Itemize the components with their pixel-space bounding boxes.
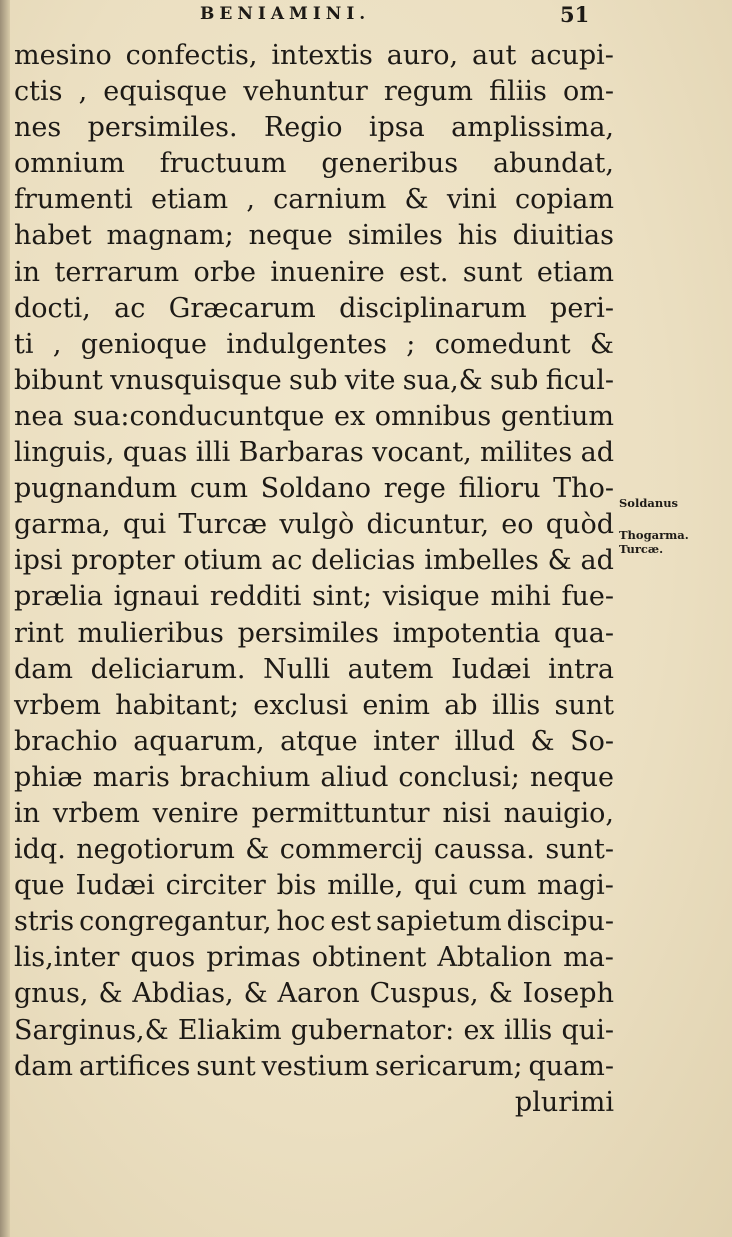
word: persimiles xyxy=(237,617,379,649)
word: qui- xyxy=(561,1014,614,1046)
word: persimiles. xyxy=(87,112,238,144)
margin-note-turcae-line: Turcæ. xyxy=(619,542,664,556)
word: docti, xyxy=(14,292,91,324)
word: Tho- xyxy=(553,473,614,505)
word: maris xyxy=(92,761,170,793)
word: , xyxy=(52,328,62,360)
page-number: 51 xyxy=(560,2,590,27)
word: & xyxy=(488,978,513,1010)
word: ac xyxy=(114,292,146,324)
word: vestium xyxy=(261,1050,370,1082)
text-line xyxy=(14,760,614,796)
word: qua- xyxy=(554,617,614,649)
word: brachio xyxy=(14,725,118,757)
word: vrbem xyxy=(14,689,102,721)
word: impotentia xyxy=(392,617,541,649)
text-line xyxy=(14,471,614,507)
word: Ioseph xyxy=(522,978,614,1010)
word: ad xyxy=(580,545,614,577)
word: vrbem xyxy=(52,797,140,829)
word: aquarum, xyxy=(133,725,265,757)
margin-note-thogarma-line: Thogarma. xyxy=(619,528,689,542)
text-line xyxy=(14,616,614,652)
word: aliud xyxy=(320,761,389,793)
word: fructuum xyxy=(159,148,287,180)
word: pugnandum xyxy=(14,473,178,505)
text-line xyxy=(14,543,614,579)
word: generibus xyxy=(321,148,459,180)
word: obtinent xyxy=(311,942,427,974)
word: Nulli xyxy=(263,653,330,685)
text-line xyxy=(14,904,614,940)
word: & xyxy=(589,328,614,360)
word: intextis xyxy=(271,40,373,71)
text-line xyxy=(14,688,614,724)
word: permittuntur xyxy=(251,797,430,829)
word: illis xyxy=(503,1014,553,1046)
word: autem xyxy=(347,653,434,685)
word: Sarginus,& xyxy=(14,1014,169,1046)
word: mille, xyxy=(327,870,404,902)
word: ex xyxy=(333,400,366,432)
word: atque xyxy=(280,725,358,757)
word: Græcarum xyxy=(168,292,316,324)
word: auro, xyxy=(386,40,459,71)
word: Iudæi xyxy=(451,653,531,685)
word: prælia xyxy=(14,581,103,613)
word: gnus, xyxy=(14,978,89,1010)
word: nisi xyxy=(442,797,491,829)
word: habitant; xyxy=(115,689,239,721)
word: & xyxy=(404,184,429,216)
word: enim xyxy=(362,689,430,721)
text-line xyxy=(14,1013,614,1049)
word: amplissima, xyxy=(451,112,614,144)
word: ficul- xyxy=(545,364,614,396)
word: ac xyxy=(271,545,303,577)
word: ipsa xyxy=(368,112,425,144)
word: Eliakim xyxy=(177,1014,282,1046)
word: imbelles xyxy=(424,545,539,577)
word: ctis xyxy=(14,76,63,108)
word: etiam xyxy=(536,256,614,288)
text-line xyxy=(14,363,614,399)
text-line xyxy=(14,110,614,146)
word: Soldano xyxy=(260,473,372,505)
word: sint; xyxy=(312,581,372,613)
word: sericarum; xyxy=(375,1050,523,1082)
word: vite xyxy=(344,364,396,396)
word: inter xyxy=(373,725,439,757)
text-line xyxy=(14,146,614,182)
word: frumenti xyxy=(14,184,133,216)
word: illud xyxy=(454,725,516,757)
text-line xyxy=(14,435,614,471)
text-line xyxy=(14,291,614,327)
word: peri- xyxy=(550,292,614,324)
word: vulgò xyxy=(279,509,355,541)
word: otium xyxy=(183,545,263,577)
word: rege xyxy=(383,473,446,505)
word: quam- xyxy=(528,1050,614,1082)
word: neque xyxy=(529,761,614,793)
word: nes xyxy=(14,112,62,144)
word: ignaui xyxy=(113,581,200,613)
word: circiter xyxy=(165,870,266,902)
word: hoc xyxy=(276,906,326,938)
word: filioru xyxy=(458,473,541,505)
running-head: BENIAMINI. xyxy=(200,4,371,24)
word: visique xyxy=(382,581,480,613)
margin-note-thogarma xyxy=(619,528,731,556)
word: magnam; xyxy=(106,220,234,252)
word: quas xyxy=(122,437,188,469)
word: & xyxy=(530,725,555,757)
word: cum xyxy=(189,473,248,505)
word: filiis xyxy=(489,76,547,108)
word: venire xyxy=(152,797,239,829)
word: illi xyxy=(195,437,231,469)
word: sub xyxy=(489,364,539,396)
word: disciplinarum xyxy=(339,292,527,324)
word: nauigio, xyxy=(503,797,614,829)
word: So- xyxy=(570,725,614,757)
page-edge-shadow xyxy=(0,0,10,1237)
word: & xyxy=(547,545,572,577)
word: sub xyxy=(289,364,338,396)
word: gentium xyxy=(500,400,614,432)
text-line xyxy=(14,1049,614,1085)
word: Cuspus, xyxy=(369,978,479,1010)
word: ma- xyxy=(563,942,614,974)
word: stris xyxy=(14,906,75,938)
word: Turcæ xyxy=(178,509,268,541)
word: primas xyxy=(206,942,301,974)
word: Abtalion xyxy=(437,942,553,974)
word: nea xyxy=(14,400,64,432)
word: congregantur, xyxy=(79,906,272,938)
text-line xyxy=(14,182,614,218)
word: mulieribus xyxy=(77,617,224,649)
word: sunt xyxy=(196,1050,256,1082)
word: dicuntur, xyxy=(366,509,490,541)
word: vehuntur xyxy=(243,76,368,108)
word: rint xyxy=(14,617,64,649)
word: phiæ xyxy=(14,761,83,793)
word: comedunt xyxy=(434,328,571,360)
word: sua,& xyxy=(402,364,483,396)
word: diuitias xyxy=(512,220,614,252)
word: qui xyxy=(414,870,458,902)
word: terrarum xyxy=(54,256,180,288)
word: habet xyxy=(14,220,92,252)
word: discipu- xyxy=(506,906,614,938)
word: vini xyxy=(446,184,497,216)
text-line xyxy=(14,218,614,254)
word: propter xyxy=(71,545,175,577)
word: in xyxy=(14,797,41,829)
text-line xyxy=(14,868,614,904)
word: ; xyxy=(406,328,416,360)
word: Abdias, xyxy=(132,978,234,1010)
word: copiam xyxy=(514,184,614,216)
word: bibunt xyxy=(14,364,103,396)
word: indulgentes xyxy=(226,328,387,360)
word: genioque xyxy=(80,328,207,360)
text-line xyxy=(14,796,614,832)
word: ti xyxy=(14,328,34,360)
text-line xyxy=(14,38,614,74)
word: illis xyxy=(491,689,541,721)
word: confectis, xyxy=(125,40,258,71)
word: sapietum xyxy=(375,906,502,938)
text-line xyxy=(14,976,614,1012)
word: his xyxy=(457,220,498,252)
word: Aaron xyxy=(277,978,360,1010)
word: quòd xyxy=(545,509,614,541)
word: aut xyxy=(471,40,517,71)
body-text xyxy=(14,38,614,1121)
word: ex xyxy=(463,1014,495,1046)
word: similes xyxy=(347,220,443,252)
text-line xyxy=(14,832,614,868)
word: est. xyxy=(399,256,449,288)
word: sua:conducuntque xyxy=(73,400,325,432)
word: conclusi; xyxy=(398,761,520,793)
word: sunt- xyxy=(545,834,614,866)
word: Iudæi xyxy=(75,870,155,902)
word: ipsi xyxy=(14,545,63,577)
word: artifices xyxy=(78,1050,191,1082)
word: quos xyxy=(130,942,196,974)
word: & xyxy=(245,834,270,866)
word: & xyxy=(243,978,268,1010)
word: equisque xyxy=(103,76,228,108)
word: ad xyxy=(580,437,614,469)
word: magi- xyxy=(537,870,614,902)
word: lis,inter xyxy=(14,942,120,974)
word: omnibus xyxy=(374,400,492,432)
word: abundat, xyxy=(493,148,614,180)
word: cum xyxy=(468,870,527,902)
text-line xyxy=(14,652,614,688)
word: bis xyxy=(276,870,317,902)
word: commercij xyxy=(279,834,424,866)
word: fue- xyxy=(561,581,614,613)
word: ab xyxy=(444,689,478,721)
word: in xyxy=(14,256,41,288)
word: mihi xyxy=(490,581,551,613)
word: dam xyxy=(14,653,73,685)
word: vocant, xyxy=(372,437,472,469)
text-line xyxy=(14,255,614,291)
word: inuenire xyxy=(270,256,385,288)
margin-note-soldanus: Soldanus xyxy=(619,496,679,510)
word: etiam xyxy=(150,184,229,216)
word: sunt xyxy=(554,689,614,721)
word: negotiorum xyxy=(76,834,235,866)
word: qui xyxy=(122,509,167,541)
word: eo xyxy=(501,509,534,541)
word: deliciarum. xyxy=(90,653,246,685)
word: carnium xyxy=(273,184,387,216)
word: , xyxy=(246,184,255,216)
word: & xyxy=(98,978,123,1010)
word: redditi xyxy=(209,581,302,613)
text-line xyxy=(14,940,614,976)
text-line: plurimi xyxy=(514,1086,614,1118)
word: brachium xyxy=(179,761,311,793)
word: sunt xyxy=(462,256,523,288)
text-line xyxy=(14,507,614,543)
word: Barbaras xyxy=(238,437,364,469)
text-line xyxy=(14,74,614,110)
word: om- xyxy=(563,76,614,108)
word: acupi- xyxy=(530,40,614,71)
text-line xyxy=(14,327,614,363)
word: est xyxy=(330,906,371,938)
word: garma, xyxy=(14,509,111,541)
word: regum xyxy=(383,76,474,108)
text-line xyxy=(14,399,614,435)
word: linguis, xyxy=(14,437,115,469)
word: caussa. xyxy=(433,834,535,866)
word: neque xyxy=(248,220,333,252)
word: milites xyxy=(480,437,573,469)
word: omnium xyxy=(14,148,125,180)
word: dam xyxy=(14,1050,73,1082)
word: , xyxy=(78,76,88,108)
word: intra xyxy=(548,653,614,685)
word: exclusi xyxy=(253,689,349,721)
word: vnusquisque xyxy=(110,364,282,396)
word: idq. xyxy=(14,834,66,866)
text-line xyxy=(14,724,614,760)
word: Regio xyxy=(263,112,343,144)
word: delicias xyxy=(311,545,416,577)
word: mesino xyxy=(14,40,112,71)
word: que xyxy=(14,870,65,902)
word: orbe xyxy=(193,256,256,288)
word: gubernator: xyxy=(290,1014,455,1046)
text-line xyxy=(14,579,614,615)
